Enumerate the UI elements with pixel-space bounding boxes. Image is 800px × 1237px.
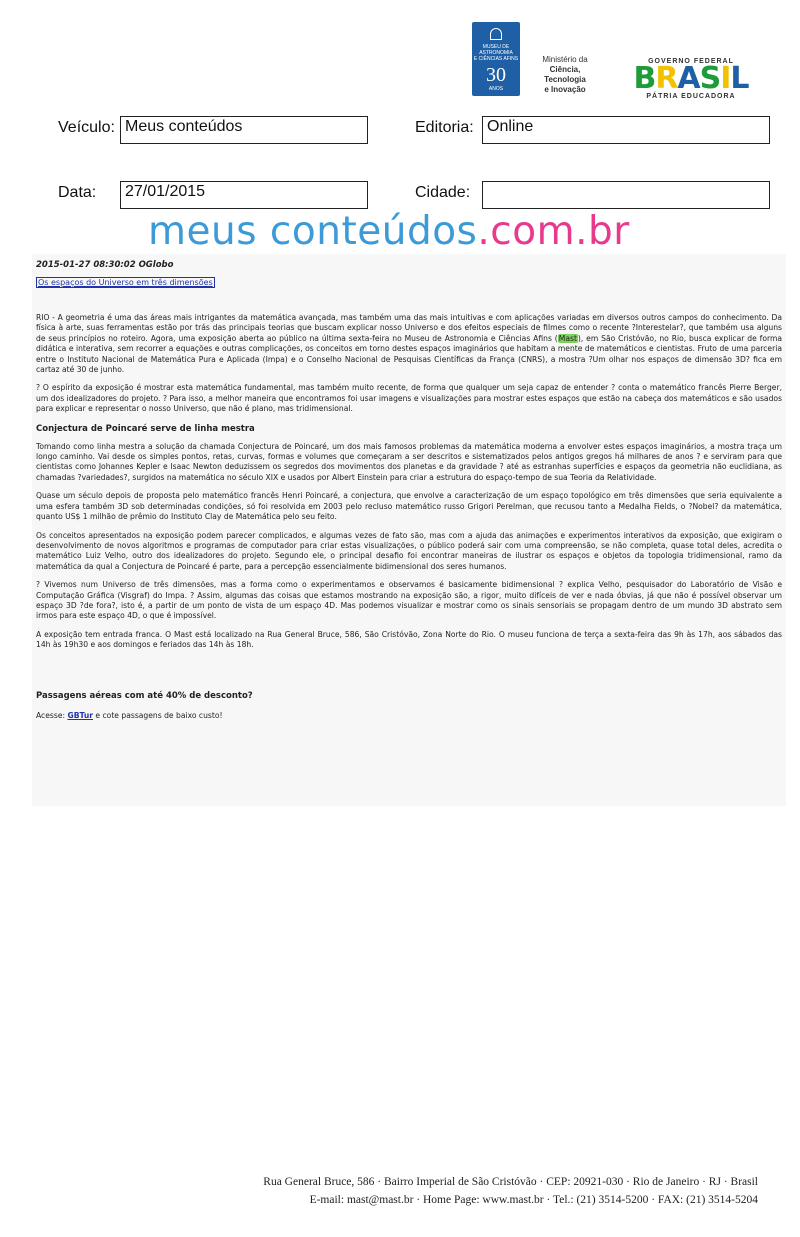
veiculo-field: Meus conteúdos xyxy=(120,116,368,144)
ministerio-line: e Inovação xyxy=(544,85,586,94)
brasil-letter: A xyxy=(677,61,700,96)
banner-text-domain: .com.br xyxy=(477,209,630,254)
governo-federal-logo xyxy=(630,58,752,100)
mast-logo-number: 30 xyxy=(486,64,506,86)
ministerio-logo xyxy=(530,55,600,95)
ministerio-line: Ministério da xyxy=(542,55,588,64)
cidade-field xyxy=(482,181,770,209)
paragraph-text: RIO - A geometria é uma das áreas mais intrigantes da matemática avançada, mas também uma das mais intuitivas e com aplicações variadas em diversos outros campos do conhecimento. Da física à arte, suas ferramentas estão por trás das principais teorias que buscam explicar nosso Universo e dos efeitos especiais de filmes como o recente ?Interestelar?, que também usa alguns de seus princípios no roteiro. Agora, uma exposição aberta ao público na última sexta-feira no Museu de Astronomia e Ciências Afins ( xyxy=(36,313,782,343)
mast-logo-line: MUSEU DE xyxy=(482,44,510,50)
article-paragraph: A exposição tem entrada franca. O Mast está localizado na Rua General Bruce, 586, São Cristóvão, Zona Norte do Rio. O museu funciona de terça a sexta-feira das 9h às 17h, aos sábados das 14h às 19h30 e aos domingos e feriados das 14h às 18h. xyxy=(36,629,782,650)
footer-contact: E-mail: mast@mast.br · Home Page: www.mast.br · Tel.: (21) 3514-5200 · FAX: (21) 3514-5204 xyxy=(309,1194,758,1206)
article-paragraph: ? Vivemos num Universo de três dimensões, mas a forma como o experimentamos e observamos é basicamente bidimensional ? explica Velho, pesquisador do Laboratório de Visão e Computação Gráfica (Visgraf) do Impa. ? Assim, algumas das coisas que estamos mostrando na exposição são, a rigor, muito difíceis de ver e nada óbvias, já que não é possível observar um espaço 3D ?de fora?, isto é, a partir de um ponto de vista de um espaço 4D. Mas podemos visualizar e mostrar como os sinais sensoriais se propagam dentro de um mundo 3D abstrato sem irmos para este espaço 4D, o que é impossível. xyxy=(36,580,782,621)
brasil-letter: I xyxy=(720,61,731,96)
observatory-icon xyxy=(490,28,502,40)
brasil-letter: R xyxy=(655,61,678,96)
editoria-label: Editoria: xyxy=(415,119,474,136)
mast-logo-line: ASTRONOMIA xyxy=(479,50,513,56)
news-clipping xyxy=(32,254,786,806)
article-paragraph xyxy=(36,313,782,375)
banner-text-main: meus conteúdos xyxy=(148,209,478,254)
gov-bottom-text: PÁTRIA EDUCADORA xyxy=(646,93,736,100)
paragraph-text: ), em São Cristóvão, no Rio, busca explicar de forma didática e interativa, sem recorrer a equações e outras complicações, os conceitos em torno destes espaços imaginários que habitam a mente de matemáticos e cientistas. Fruto de uma parceria entre o Instituto Nacional de Matemática Pura e Aplicada (Impa) e o Conselho Nacional de Pesquisas Científicas da França (CNRS), a mostra ?Um olhar nos espaços de dimensão 3D? fica em cartaz até 30 de junho. xyxy=(36,333,782,375)
ad-text: e cote passagens de baixo custo! xyxy=(93,710,223,720)
article-meta: 2015-01-27 08:30:02 OGlobo xyxy=(36,260,174,270)
ad-text: Acesse: xyxy=(36,710,68,720)
article-paragraph: Os conceitos apresentados na exposição podem parecer complicados, e algumas vezes de fato são, mas com a ajuda das animações e experimentos interativos da exposição, que exigiram o desenvolvimento de novos algoritmos e programas de computador para criar estas visualizações, o público poderá sair com uma compreensão, se não completa, quase total deles, acredita o matemático Luiz Velho, outro dos idealizadores do projeto. Segundo ele, o principal desafio foi encontrar maneiras de ilustrar os espaços e objetos da topologia tridimensional, ramo da matemática da qual a Conjectura de Poincaré é parte, para a percepção essencialmente bidimensional dos seres humanos. xyxy=(36,530,782,571)
brasil-letter: B xyxy=(633,61,656,96)
meus-conteudos-banner xyxy=(148,210,630,254)
brasil-letter: S xyxy=(699,61,721,96)
article-paragraph: Quase um século depois de proposta pelo matemático francês Henri Poincaré, a conjectura, que envolve a caracterização de um espaço topológico em três dimensões que seria equivalente a uma esfera também 3D sob determinadas condições, só foi resolvida em 2003 pelo recluso matemático russo Grigori Perelman, que recusou tanto a Medalha Fields, o ?Nobel? da matemática, quanto US$ 1 milhão de prêmio do Instituto Clay de Matemática pelo seu feito. xyxy=(36,491,782,522)
data-label: Data: xyxy=(58,184,97,201)
article-subtitle: Conjectura de Poincaré serve de linha mestra xyxy=(36,423,255,434)
data-field: 27/01/2015 xyxy=(120,181,368,209)
gbtur-link[interactable]: GBTur xyxy=(67,710,93,720)
ad-line xyxy=(36,711,782,720)
ad-title: Passagens aéreas com até 40% de desconto? xyxy=(36,690,253,701)
gov-top-text: GOVERNO FEDERAL xyxy=(648,58,734,65)
article-paragraph: Tomando como linha mestra a solução da chamada Conjectura de Poincaré, um dos mais famosos problemas da matemática moderna a envolver estes espaços imaginários, a mostra traça um longo caminho. Vai desde os simples pontos, retas, curvas, formas e volumes que começaram a ser descritos e sistematizados pelos antigos gregos há milhares de anos ? e serviram para que cientistas como Johannes Kepler e Isaac Newton deduzissem os segredos dos movimentos dos planetas e da gravidade ? até as estranhas superfícies e espaços da geometria não euclidiana, as chamadas ?variedades?, surgidos na matemática no século XIX e usados por Albert Einstein para criar a estrutura do espaço-tempo de sua Teoria da Relatividade. xyxy=(36,441,782,482)
editoria-field: Online xyxy=(482,116,770,144)
highlighted-term: Mast xyxy=(558,333,577,343)
ministerio-line: Ciência, Tecnologia xyxy=(544,65,586,84)
cidade-label: Cidade: xyxy=(415,184,471,201)
mast-logo-line: E CIÊNCIAS AFINS xyxy=(473,56,519,62)
brasil-letter: L xyxy=(730,61,749,96)
article-paragraph: ? O espírito da exposição é mostrar esta matemática fundamental, mas também muito recente, de forma que qualquer um seja capaz de entender ? conta o matemático francês Pierre Berger, um dos idealizadores do projeto. ? Para isso, a melhor maneira que encontramos foi usar imagens e visualizações para mostrar estes espaços que estão na cabeça dos matemáticos e são usados para explicar e representar o nosso Universo, que não é plano, mas tridimensional. xyxy=(36,383,782,414)
mast-logo-anos: ANOS xyxy=(488,86,504,92)
article-title-link[interactable]: Os espaços do Universo em três dimensões xyxy=(38,278,213,287)
mast-logo xyxy=(472,22,520,96)
veiculo-label: Veículo: xyxy=(58,119,115,136)
footer-address: Rua General Bruce, 586 · Bairro Imperial de São Cristóvão · CEP: 20921-030 · Rio de Janeiro · RJ · Brasil xyxy=(263,1176,758,1188)
